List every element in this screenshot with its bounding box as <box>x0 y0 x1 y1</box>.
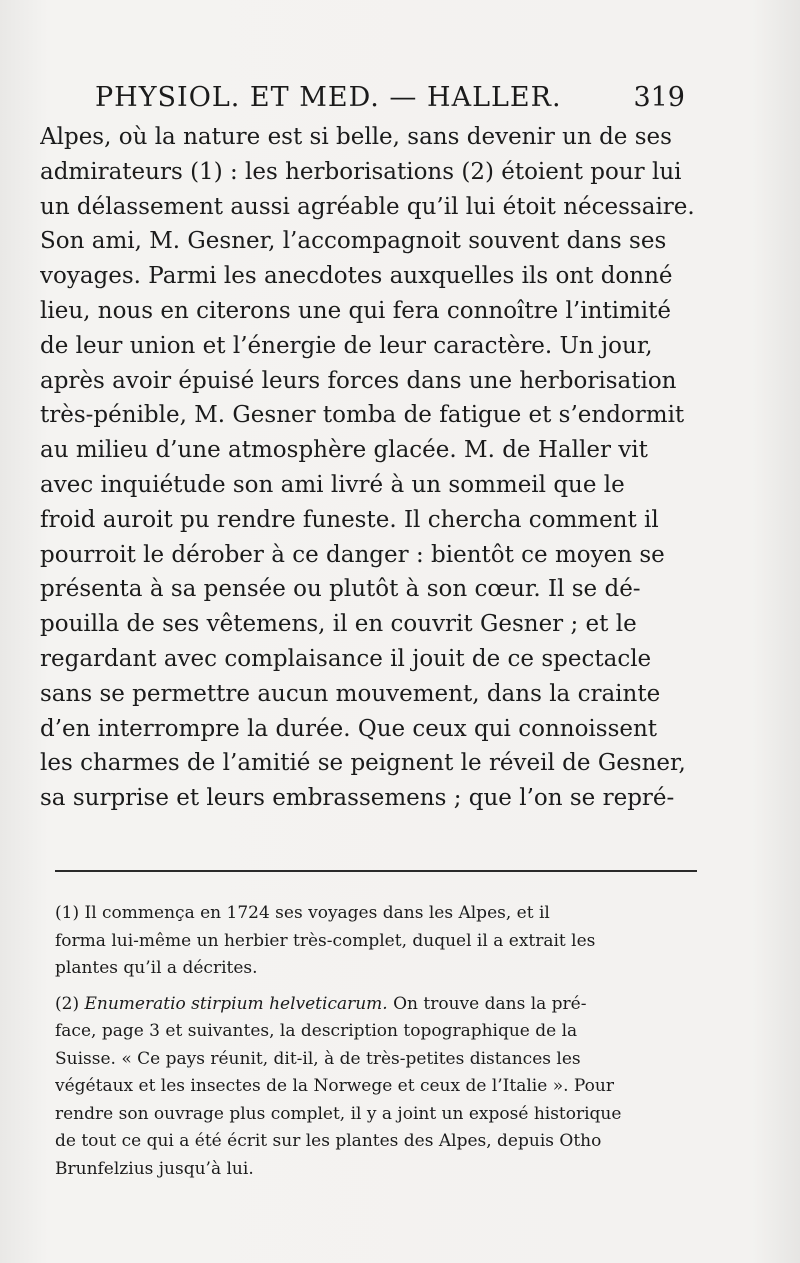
footnote-line-rest: On trouve dans la pré- <box>387 993 587 1014</box>
main-text <box>40 120 700 816</box>
footnote-line: plantes qu’il a décrites. <box>55 958 258 978</box>
text-line: très-pénible, M. Gesner tomba de fatigue et s’endormit <box>40 402 685 429</box>
page-number: 319 <box>633 82 685 113</box>
text-line: regardant avec complaisance il jouit de ce spectacle <box>40 645 652 672</box>
work-title: Enumeratio stirpium helveticarum. <box>84 993 388 1014</box>
text-line: un délassement aussi agréable qu’il lui étoit nécessaire. <box>40 193 695 220</box>
footnote-line: (1) Il commença en 1724 ses voyages dans les Alpes, et il <box>55 903 550 923</box>
text-line: présenta à sa pensée ou plutôt à son cœur. Il se dé- <box>40 576 641 603</box>
text-line: sans se permettre aucun mouvement, dans la crainte <box>40 680 661 707</box>
text-line: froid auroit pu rendre funeste. Il chercha comment il <box>40 506 659 533</box>
text-line: les charmes de l’amitié se peignent le réveil de Gesner, <box>40 750 686 777</box>
text-line: au milieu d’une atmosphère glacée. M. de Haller vit <box>40 437 648 464</box>
footnote-1 <box>55 900 705 983</box>
text-line: avec inquiétude son ami livré à un sommeil que le <box>40 471 625 498</box>
text-line: de leur union et l’énergie de leur caractère. Un jour, <box>40 332 653 359</box>
footnote-line: face, page 3 et suivantes, la description topographique de la <box>55 1021 578 1041</box>
text-line: Son ami, M. Gesner, l’accompagnoit souvent dans ses <box>40 228 667 255</box>
running-title: PHYSIOL. ET MED. — HALLER. <box>95 82 562 113</box>
footnote-line: rendre son ouvrage plus complet, il y a joint un exposé historique <box>55 1103 622 1124</box>
footnote-first-line <box>55 991 705 1019</box>
text-line: lieu, nous en citerons une qui fera connoître l’intimité <box>40 297 672 324</box>
footnote-line: Suisse. « Ce pays réunit, dit-il, à de très-petites distances les <box>55 1048 581 1069</box>
footnote-line: Brunfelzius jusqu’à lui. <box>55 1158 254 1179</box>
text-line: Alpes, où la nature est si belle, sans devenir un de ses <box>40 124 672 150</box>
text-line: d’en interrompre la durée. Que ceux qui connoissent <box>40 715 658 742</box>
text-line: pouilla de ses vêtemens, il en couvrit Gesner ; et le <box>40 611 637 638</box>
text-line: pourroit le dérober à ce danger : bientôt ce moyen se <box>40 541 665 568</box>
footnote-line: forma lui-même un herbier très-complet, duquel il a extrait les <box>55 930 596 951</box>
text-line: voyages. Parmi les anecdotes auxquelles ils ont donné <box>40 263 673 290</box>
text-line: sa surprise et leurs embrassemens ; que l’on se repré- <box>40 785 675 812</box>
footnote-marker: (2) <box>55 993 80 1014</box>
footnotes <box>55 900 705 1183</box>
running-header <box>95 82 685 122</box>
footnote-line: végétaux et les insectes de la Norwege et ceux de l’Italie ». Pour <box>55 1076 614 1096</box>
footnote-divider <box>55 870 697 872</box>
text-line: admirateurs (1) : les herborisations (2) étoient pour lui <box>40 158 682 185</box>
footnote-line: de tout ce qui a été écrit sur les plantes des Alpes, depuis Otho <box>55 1131 602 1151</box>
text-line: après avoir épuisé leurs forces dans une herborisation <box>40 367 677 394</box>
footnote-2 <box>55 991 705 1184</box>
